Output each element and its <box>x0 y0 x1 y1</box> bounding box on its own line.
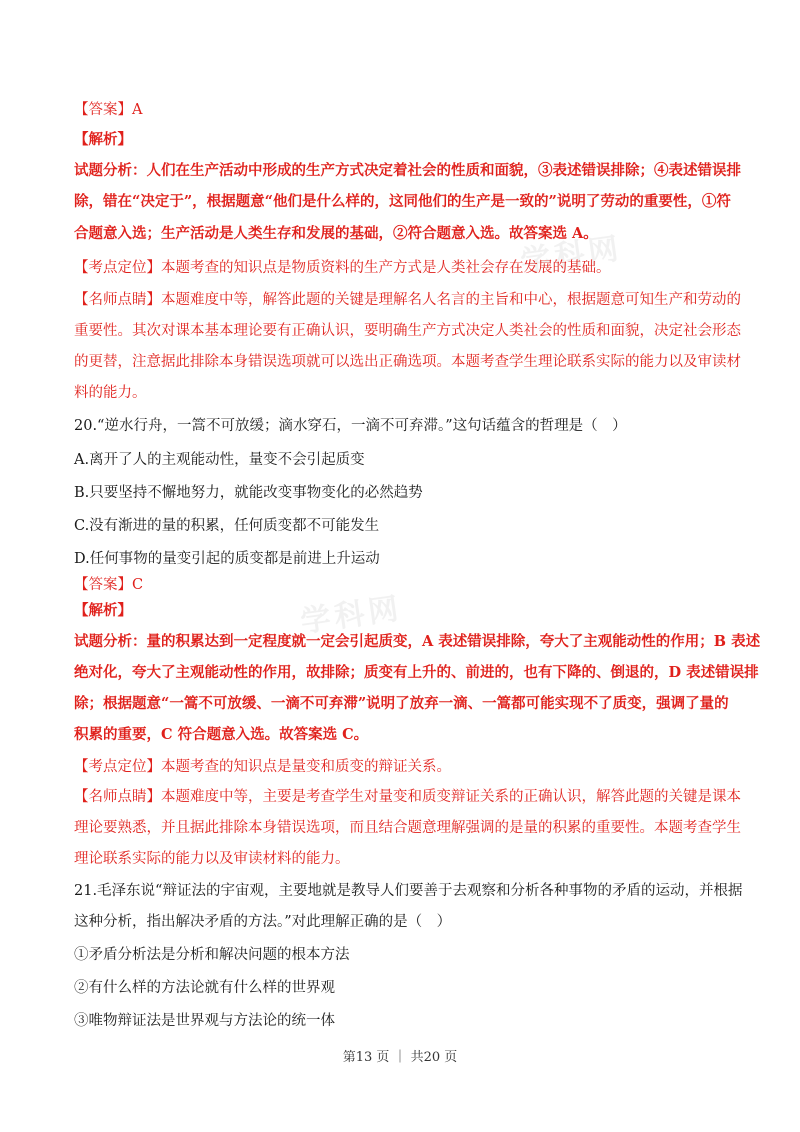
q19-analysis-line-1: 试题分析：人们在生产活动中形成的生产方式决定着社会的性质和面貌，③表述错误排除；④表述错误排 <box>74 162 741 179</box>
q20-option-b: B.只要坚持不懈地努力，就能改变事物变化的必然趋势 <box>74 485 423 501</box>
q21-item-3: ③唯物辩证法是世界观与方法论的统一体 <box>74 1013 335 1029</box>
q19-analysis-heading <box>74 130 734 150</box>
q19-mingshi-line-1: 本题难度中等，解答此题的关键是理解名人名言的主旨和中心，根据题意可知生产和劳动的 <box>161 292 741 308</box>
q19-answer-value: A <box>132 102 143 118</box>
q19-kaodian <box>74 258 734 278</box>
q19-analysis-label: 【解析】 <box>74 131 132 148</box>
q20-mingshi-line-3: 理论联系实际的能力以及审读材料的能力。 <box>74 851 350 867</box>
page-footer: 第13 页 ｜ 共20 页 <box>342 1050 458 1065</box>
q20-analysis-line-2: 绝对化，夸大了主观能动性的作用，故排除；质变有上升的、前进的，也有下降的、倒退的，D 表述错误排 <box>74 664 759 681</box>
q20-kaodian-label: 【考点定位】 <box>74 759 161 775</box>
q19-mingshi-line-4: 料的能力。 <box>74 385 147 401</box>
q20-kaodian <box>74 757 734 777</box>
q20-stem: 20.“逆水行舟，一篙不可放缓；滴水穿石，一滴不可弃滞。”这句话蕴含的哲理是（ ） <box>74 418 627 434</box>
q20-option-a: A.离开了人的主观能动性，量变不会引起质变 <box>74 452 365 468</box>
q20-analysis-line-4: 积累的重要，C 符合题意入选。故答案选 C。 <box>74 726 369 743</box>
q20-option-c: C.没有渐进的量的积累，任何质变都不可能发生 <box>74 518 380 534</box>
q19-analysis-line-2: 除，错在“决定于”，根据题意“他们是什么样的，这同他们的生产是一致的”说明了劳动的重要性，①符 <box>74 193 731 210</box>
q19-mingshi <box>74 290 741 310</box>
q20-mingshi-line-2: 理论要熟悉，并且据此排除本身错误选项，而且结合题意理解强调的是量的积累的重要性。本题考查学生 <box>74 820 741 836</box>
watermark-middle: 学科网 <box>298 591 405 640</box>
q19-mingshi-line-3: 的更替，注意据此排除本身错误选项就可以选出正确选项。本题考查学生理论联系实际的能力以及审读材 <box>74 354 741 370</box>
q21-item-2: ②有什么样的方法论就有什么样的世界观 <box>74 980 335 996</box>
q20-analysis-heading <box>74 601 734 621</box>
q19-kaodian-label: 【考点定位】 <box>74 260 161 276</box>
q19-analysis-line-3: 合题意入选；生产活动是人类生存和发展的基础，②符合题意入选。故答案选 A。 <box>74 225 598 242</box>
q20-answer <box>74 575 734 595</box>
q21-stem-line-2: 这种分析，指出解决矛盾的方法。”对此理解正确的是（ ） <box>74 914 452 930</box>
q21-item-1: ①矛盾分析法是分析和解决问题的根本方法 <box>74 947 350 963</box>
q20-analysis-line-1: 试题分析：量的积累达到一定程度就一定会引起质变，A 表述错误排除，夸大了主观能动性的作用；B 表述 <box>74 633 761 650</box>
q20-analysis-line-3: 除；根据题意“一篙不可放缓、一滴不可弃滞”说明了放弃一滴、一篙都可能实现不了质变，强调了量的 <box>74 695 729 712</box>
q20-mingshi-label: 【名师点睛】 <box>74 789 161 805</box>
q20-analysis-label: 【解析】 <box>74 602 132 619</box>
watermark-top: 学科网 <box>518 231 625 280</box>
q20-mingshi <box>74 787 741 807</box>
q19-mingshi-label: 【名师点睛】 <box>74 292 161 308</box>
q19-answer-label: 【答案】 <box>74 102 132 118</box>
q20-kaodian-text: 本题考查的知识点是量变和质变的辩证关系。 <box>161 759 451 775</box>
q21-stem-line-1: 21.毛泽东说“辩证法的宇宙观，主要地就是教导人们要善于去观察和分析各种事物的矛盾的运动，并根据 <box>74 883 743 899</box>
q20-answer-value: C <box>132 577 144 593</box>
q20-mingshi-line-1: 本题难度中等，主要是考查学生对量变和质变辩证关系的正确认识，解答此题的关键是课本 <box>161 789 741 805</box>
q20-answer-label: 【答案】 <box>74 577 132 593</box>
q19-answer <box>74 100 734 120</box>
q19-kaodian-text: 本题考查的知识点是物质资料的生产方式是人类社会存在发展的基础。 <box>161 260 611 276</box>
q19-mingshi-line-2: 重要性。其次对课本基本理论要有正确认识，要明确生产方式决定人类社会的性质和面貌，决定社会形态 <box>74 323 741 339</box>
q20-option-d: D.任何事物的量变引起的质变都是前进上升运动 <box>74 551 380 567</box>
